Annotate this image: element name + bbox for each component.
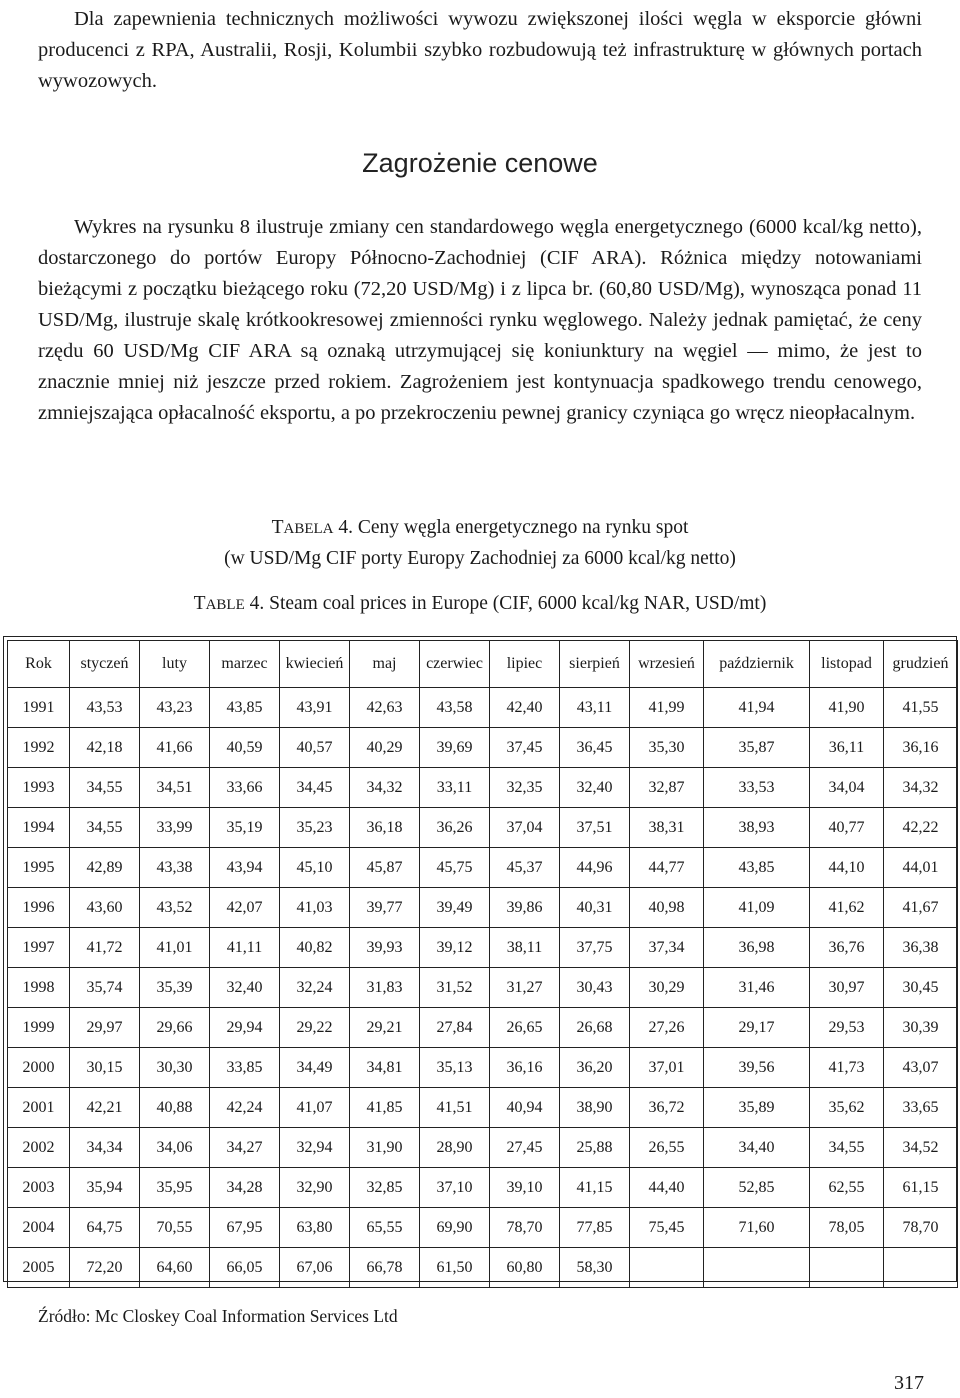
- price-cell: 41,15: [560, 1168, 630, 1208]
- price-cell: 43,85: [210, 688, 280, 728]
- price-cell: 35,62: [810, 1088, 884, 1128]
- column-header: wrzesień: [630, 641, 704, 688]
- price-cell: 41,67: [884, 888, 958, 928]
- price-cell: 30,39: [884, 1008, 958, 1048]
- price-cell: 36,26: [420, 808, 490, 848]
- price-cell: 40,98: [630, 888, 704, 928]
- price-cell: 67,95: [210, 1208, 280, 1248]
- price-cell: 33,11: [420, 768, 490, 808]
- price-cell: 52,85: [704, 1168, 810, 1208]
- price-cell: 35,39: [140, 968, 210, 1008]
- price-cell: 31,90: [350, 1128, 420, 1168]
- price-cell: 41,62: [810, 888, 884, 928]
- price-cell: 40,59: [210, 728, 280, 768]
- year-cell: 1995: [8, 848, 70, 888]
- price-cell: 78,05: [810, 1208, 884, 1248]
- price-cell: 39,56: [704, 1048, 810, 1088]
- price-cell: 36,16: [884, 728, 958, 768]
- price-cell: 43,23: [140, 688, 210, 728]
- price-cell: 45,87: [350, 848, 420, 888]
- year-cell: 2000: [8, 1048, 70, 1088]
- price-cell: 45,37: [490, 848, 560, 888]
- price-cell: 27,45: [490, 1128, 560, 1168]
- price-cell: 41,55: [884, 688, 958, 728]
- year-cell: 2002: [8, 1128, 70, 1168]
- price-cell: 44,77: [630, 848, 704, 888]
- table-header-row: [8, 641, 958, 688]
- table-row: [8, 928, 958, 968]
- price-cell: 34,34: [70, 1128, 140, 1168]
- price-cell: 37,34: [630, 928, 704, 968]
- price-cell: [810, 1248, 884, 1288]
- price-cell: 34,32: [884, 768, 958, 808]
- price-cell: 36,18: [350, 808, 420, 848]
- price-cell: 29,17: [704, 1008, 810, 1048]
- price-cell: 37,10: [420, 1168, 490, 1208]
- price-cell: 41,66: [140, 728, 210, 768]
- price-cell: 36,76: [810, 928, 884, 968]
- year-cell: 1993: [8, 768, 70, 808]
- price-cell: 40,88: [140, 1088, 210, 1128]
- caption-label: TABELA 4.: [271, 517, 354, 538]
- year-cell: 1994: [8, 808, 70, 848]
- price-cell: 43,85: [704, 848, 810, 888]
- price-cell: 63,80: [280, 1208, 350, 1248]
- page-number: 317: [894, 1372, 924, 1394]
- price-cell: 38,90: [560, 1088, 630, 1128]
- column-header: lipiec: [490, 641, 560, 688]
- table-row: [8, 728, 958, 768]
- table-row: [8, 888, 958, 928]
- price-cell: 37,01: [630, 1048, 704, 1088]
- year-cell: 1997: [8, 928, 70, 968]
- price-cell: 37,04: [490, 808, 560, 848]
- price-cell: 34,32: [350, 768, 420, 808]
- price-cell: 40,31: [560, 888, 630, 928]
- price-cell: 43,38: [140, 848, 210, 888]
- column-header: kwiecień: [280, 641, 350, 688]
- price-cell: 43,53: [70, 688, 140, 728]
- price-cell: 29,97: [70, 1008, 140, 1048]
- price-cell: 66,78: [350, 1248, 420, 1288]
- price-cell: 29,94: [210, 1008, 280, 1048]
- price-cell: 38,31: [630, 808, 704, 848]
- price-cell: 32,35: [490, 768, 560, 808]
- year-cell: 2003: [8, 1168, 70, 1208]
- table-row: [8, 1048, 958, 1088]
- price-cell: 42,63: [350, 688, 420, 728]
- price-cell: 36,16: [490, 1048, 560, 1088]
- caption-title: Steam coal prices in Europe (CIF, 6000 kcal/kg NAR, USD/mt): [269, 593, 767, 614]
- price-cell: 30,29: [630, 968, 704, 1008]
- price-cell: 42,18: [70, 728, 140, 768]
- price-cell: 28,90: [420, 1128, 490, 1168]
- column-header: czerwiec: [420, 641, 490, 688]
- table-row: [8, 1008, 958, 1048]
- table-row: [8, 1088, 958, 1128]
- year-cell: 1999: [8, 1008, 70, 1048]
- price-cell: 36,20: [560, 1048, 630, 1088]
- price-cell: 41,01: [140, 928, 210, 968]
- price-cell: 43,91: [280, 688, 350, 728]
- price-cell: 30,15: [70, 1048, 140, 1088]
- year-cell: 1998: [8, 968, 70, 1008]
- price-cell: 30,45: [884, 968, 958, 1008]
- price-cell: 42,07: [210, 888, 280, 928]
- source-note: Źródło: Mc Closkey Coal Information Services Ltd: [38, 1306, 398, 1326]
- price-cell: 36,45: [560, 728, 630, 768]
- price-cell: 32,87: [630, 768, 704, 808]
- price-cell: 32,24: [280, 968, 350, 1008]
- price-table: [7, 640, 958, 1288]
- column-header: styczeń: [70, 641, 140, 688]
- price-cell: 35,94: [70, 1168, 140, 1208]
- price-cell: 41,72: [70, 928, 140, 968]
- price-cell: 45,75: [420, 848, 490, 888]
- price-cell: 31,27: [490, 968, 560, 1008]
- price-cell: 75,45: [630, 1208, 704, 1248]
- price-cell: 39,69: [420, 728, 490, 768]
- price-cell: 34,81: [350, 1048, 420, 1088]
- price-cell: 33,85: [210, 1048, 280, 1088]
- body-paragraph: Wykres na rysunku 8 ilustruje zmiany cen standardowego węgla energetycznego (6000 kcal/kg netto), dostarczonego do portów Europy Północno-Zachodniej (CIF ARA). Różnica między notowaniami bieżącymi z początku bieżącego roku (72,20 USD/Mg) i z lipca br. (60,80 USD/Mg), wynosząca ponad 11 USD/Mg, ilustruje skalę krótkookresowej zmienności rynku węglowego. Należy jednak pamiętać, że ceny rzędu 60 USD/Mg CIF ARA są oznaką utrzymującej się koniunktury na węgiel — mimo, że jest to znacznie mniej niż jeszcze przed rokiem. Zagrożeniem jest kontynuacja spadkowego trendu cenowego, zmniejszająca opłacalność eksportu, a po przekroczeniu pewnej granicy czyniąca go wręcz nieopłacalnym.: [38, 216, 922, 424]
- price-cell: 34,04: [810, 768, 884, 808]
- price-cell: [630, 1248, 704, 1288]
- price-cell: 44,01: [884, 848, 958, 888]
- table-row: [8, 1208, 958, 1248]
- price-cell: 34,27: [210, 1128, 280, 1168]
- price-cell: 35,87: [704, 728, 810, 768]
- price-cell: 41,09: [704, 888, 810, 928]
- price-cell: 43,58: [420, 688, 490, 728]
- year-cell: 2004: [8, 1208, 70, 1248]
- price-cell: 35,95: [140, 1168, 210, 1208]
- price-cell: 32,40: [210, 968, 280, 1008]
- table-row: [8, 1248, 958, 1288]
- price-cell: [704, 1248, 810, 1288]
- price-cell: 42,24: [210, 1088, 280, 1128]
- price-cell: 71,60: [704, 1208, 810, 1248]
- price-cell: 58,30: [560, 1248, 630, 1288]
- price-cell: 61,50: [420, 1248, 490, 1288]
- price-cell: 40,82: [280, 928, 350, 968]
- price-cell: 66,05: [210, 1248, 280, 1288]
- price-cell: 29,22: [280, 1008, 350, 1048]
- price-cell: 35,74: [70, 968, 140, 1008]
- price-cell: 41,51: [420, 1088, 490, 1128]
- price-cell: 34,52: [884, 1128, 958, 1168]
- price-cell: 78,70: [490, 1208, 560, 1248]
- price-cell: 35,13: [420, 1048, 490, 1088]
- caption-title-line1: Ceny węgla energetycznego na rynku spot: [357, 517, 689, 538]
- price-cell: 26,68: [560, 1008, 630, 1048]
- column-header: luty: [140, 641, 210, 688]
- price-cell: 41,03: [280, 888, 350, 928]
- price-cell: 41,90: [810, 688, 884, 728]
- price-cell: 41,94: [704, 688, 810, 728]
- price-cell: 36,38: [884, 928, 958, 968]
- price-cell: 77,85: [560, 1208, 630, 1248]
- price-cell: 39,12: [420, 928, 490, 968]
- column-header: listopad: [810, 641, 884, 688]
- price-cell: 27,26: [630, 1008, 704, 1048]
- price-cell: 40,57: [280, 728, 350, 768]
- price-cell: 34,51: [140, 768, 210, 808]
- price-cell: 42,40: [490, 688, 560, 728]
- price-cell: 43,11: [560, 688, 630, 728]
- price-cell: 41,11: [210, 928, 280, 968]
- column-header: marzec: [210, 641, 280, 688]
- price-cell: 40,29: [350, 728, 420, 768]
- price-cell: 61,15: [884, 1168, 958, 1208]
- price-cell: 26,65: [490, 1008, 560, 1048]
- price-cell: 43,94: [210, 848, 280, 888]
- year-cell: 1996: [8, 888, 70, 928]
- price-cell: 35,30: [630, 728, 704, 768]
- price-cell: [884, 1248, 958, 1288]
- price-cell: 33,66: [210, 768, 280, 808]
- caption-title-line2: (w USD/Mg CIF porty Europy Zachodniej za 6000 kcal/kg netto): [224, 548, 736, 569]
- price-cell: 41,73: [810, 1048, 884, 1088]
- price-cell: 42,21: [70, 1088, 140, 1128]
- table-caption-polish: [0, 513, 960, 573]
- price-cell: 33,65: [884, 1088, 958, 1128]
- price-cell: 26,55: [630, 1128, 704, 1168]
- column-header: sierpień: [560, 641, 630, 688]
- price-cell: 40,94: [490, 1088, 560, 1128]
- price-cell: 39,10: [490, 1168, 560, 1208]
- table-row: [8, 808, 958, 848]
- price-cell: 36,72: [630, 1088, 704, 1128]
- year-cell: 1991: [8, 688, 70, 728]
- price-cell: 41,99: [630, 688, 704, 728]
- price-cell: 42,22: [884, 808, 958, 848]
- price-cell: 38,11: [490, 928, 560, 968]
- column-header: maj: [350, 641, 420, 688]
- price-cell: 33,53: [704, 768, 810, 808]
- price-cell: 30,97: [810, 968, 884, 1008]
- price-cell: 64,60: [140, 1248, 210, 1288]
- price-cell: 43,60: [70, 888, 140, 928]
- price-cell: 34,40: [704, 1128, 810, 1168]
- price-cell: 37,51: [560, 808, 630, 848]
- price-cell: 35,89: [704, 1088, 810, 1128]
- table-row: [8, 1128, 958, 1168]
- table-row: [8, 848, 958, 888]
- price-cell: 34,55: [70, 808, 140, 848]
- price-cell: 34,45: [280, 768, 350, 808]
- price-cell: 30,30: [140, 1048, 210, 1088]
- price-cell: 43,07: [884, 1048, 958, 1088]
- price-cell: 34,28: [210, 1168, 280, 1208]
- price-cell: 34,55: [810, 1128, 884, 1168]
- price-cell: 67,06: [280, 1248, 350, 1288]
- price-cell: 29,21: [350, 1008, 420, 1048]
- table-row: [8, 1168, 958, 1208]
- year-cell: 2001: [8, 1088, 70, 1128]
- price-cell: 70,55: [140, 1208, 210, 1248]
- price-cell: 32,85: [350, 1168, 420, 1208]
- price-cell: 36,98: [704, 928, 810, 968]
- table-caption-english: [0, 589, 960, 620]
- table-row: [8, 768, 958, 808]
- column-header: grudzień: [884, 641, 958, 688]
- price-cell: 31,46: [704, 968, 810, 1008]
- price-cell: 39,77: [350, 888, 420, 928]
- price-cell: 35,19: [210, 808, 280, 848]
- price-cell: 32,40: [560, 768, 630, 808]
- price-cell: 40,77: [810, 808, 884, 848]
- table-body: [8, 688, 958, 1288]
- price-cell: 44,40: [630, 1168, 704, 1208]
- price-cell: 32,90: [280, 1168, 350, 1208]
- price-cell: 72,20: [70, 1248, 140, 1288]
- intro-paragraph: Dla zapewnienia technicznych możliwości wywozu zwiększonej ilości węgla w eksporcie główni producenci z RPA, Australii, Rosji, Kolumbii szybko rozbudowują też infrastrukturę w głównych portach wywozowych.: [38, 8, 922, 92]
- caption-label: TABLE 4.: [193, 593, 265, 614]
- price-cell: 39,86: [490, 888, 560, 928]
- table-row: [8, 688, 958, 728]
- price-cell: 41,07: [280, 1088, 350, 1128]
- price-cell: 33,99: [140, 808, 210, 848]
- price-cell: 34,49: [280, 1048, 350, 1088]
- year-cell: 2005: [8, 1248, 70, 1288]
- price-cell: 41,85: [350, 1088, 420, 1128]
- price-cell: 30,43: [560, 968, 630, 1008]
- price-cell: 45,10: [280, 848, 350, 888]
- price-cell: 62,55: [810, 1168, 884, 1208]
- price-cell: 29,66: [140, 1008, 210, 1048]
- price-cell: 39,49: [420, 888, 490, 928]
- price-cell: 69,90: [420, 1208, 490, 1248]
- price-cell: 32,94: [280, 1128, 350, 1168]
- section-heading: Zagrożenie cenowe: [362, 148, 598, 178]
- price-cell: 60,80: [490, 1248, 560, 1288]
- price-cell: 65,55: [350, 1208, 420, 1248]
- price-cell: 78,70: [884, 1208, 958, 1248]
- price-cell: 31,83: [350, 968, 420, 1008]
- price-cell: 31,52: [420, 968, 490, 1008]
- price-table-frame: [3, 636, 957, 1282]
- column-header: Rok: [8, 641, 70, 688]
- price-cell: 35,23: [280, 808, 350, 848]
- price-cell: 64,75: [70, 1208, 140, 1248]
- price-cell: 34,55: [70, 768, 140, 808]
- price-cell: 38,93: [704, 808, 810, 848]
- price-cell: 44,96: [560, 848, 630, 888]
- price-cell: 34,06: [140, 1128, 210, 1168]
- table-row: [8, 968, 958, 1008]
- column-header: październik: [704, 641, 810, 688]
- price-cell: 29,53: [810, 1008, 884, 1048]
- price-cell: 43,52: [140, 888, 210, 928]
- price-cell: 44,10: [810, 848, 884, 888]
- price-cell: 36,11: [810, 728, 884, 768]
- year-cell: 1992: [8, 728, 70, 768]
- price-cell: 37,75: [560, 928, 630, 968]
- price-cell: 39,93: [350, 928, 420, 968]
- price-cell: 37,45: [490, 728, 560, 768]
- price-cell: 25,88: [560, 1128, 630, 1168]
- price-cell: 42,89: [70, 848, 140, 888]
- price-cell: 27,84: [420, 1008, 490, 1048]
